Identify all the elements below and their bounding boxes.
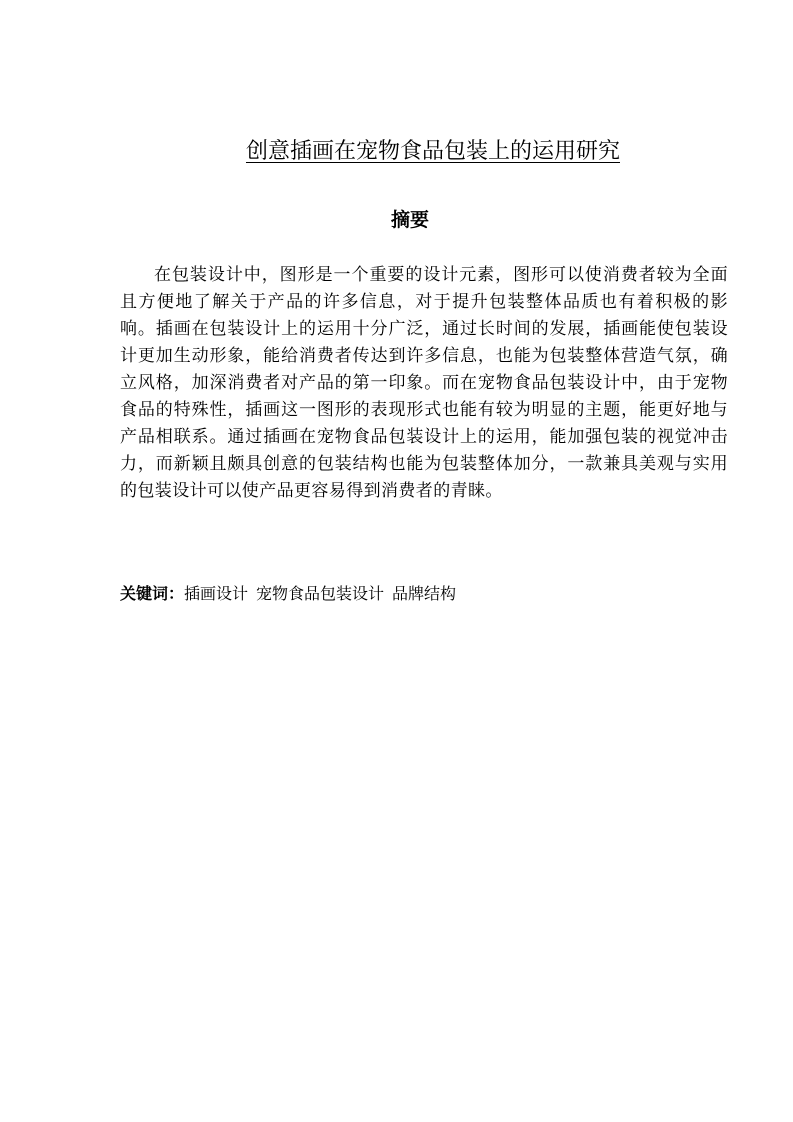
abstract-heading: 摘要 [390,209,429,231]
keywords-label: 关键词： [120,584,185,603]
keyword-item: 插画设计 [184,584,249,603]
keyword-item: 品牌结构 [392,584,457,603]
page-title-text: 创意插画在宠物食品包装上的运用研究 [245,139,620,164]
page-title [0,137,793,167]
keywords-line [120,581,728,607]
keyword-item: 宠物食品包装设计 [256,584,385,603]
abstract-paragraph: 在包装设计中，图形是一个重要的设计元素，图形可以使消费者较为全面且方便地了解关于产品的许多信息，对于提升包装整体品质也有着积极的影响。插画在包装设计上的运用十分广泛，通过长时间的发展，插画能使包装设计更加生动形象，能给消费者传达到许多信息，也能为包装整体营造气氛，确立风格，加深消费者对产品的第一印象。而在宠物食品包装设计中，由于宠物食品的特殊性，插画这一图形的表现形式也能有较为明显的主题，能更好地与产品相联系。通过插画在宠物食品包装设计上的运用，能加强包装的视觉冲击力，而新颖且颇具创意的包装结构也能为包装整体加分，一款兼具美观与实用的包装设计可以使产品更容易得到消费者的青睐。 [120,265,728,501]
